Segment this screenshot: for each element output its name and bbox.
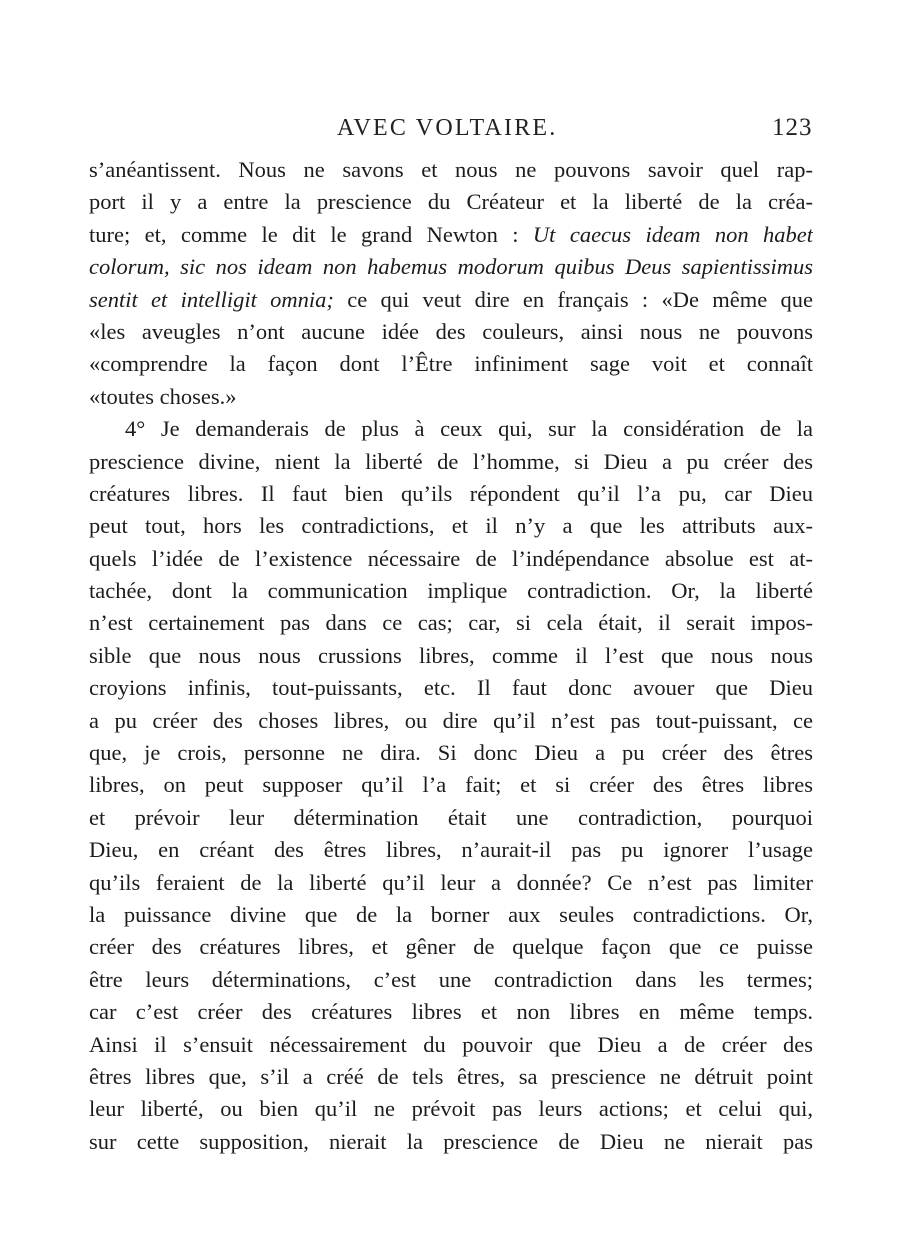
text-line: «toutes choses.» [89, 383, 237, 409]
text-line: prescience divine, nient la liberté de l’homme, si Dieu a pu créer des [89, 448, 813, 474]
text-line [89, 219, 813, 251]
running-title: AVEC VOLTAIRE. [337, 115, 558, 141]
text-line: qu’ils feraient de la liberté qu’il leur a donnée? Ce n’est pas limiter [89, 869, 813, 895]
text-line: que, je crois, personne ne dira. Si donc Dieu a pu créer des êtres [89, 740, 813, 766]
latin-quote: sentit et intelligit omnia; [89, 286, 334, 312]
text-run: ce qui veut dire en français : «De même que [347, 286, 813, 312]
text-line: et prévoir leur détermination était une contradiction, pourquoi [89, 804, 813, 830]
paragraph-start-line: 4° Je demanderais de plus à ceux qui, sur la considération de la [125, 416, 813, 442]
text-line: sible que nous nous crussions libres, comme il l’est que nous nous [89, 642, 813, 668]
running-head [0, 108, 900, 148]
text-line: s’anéantissent. Nous ne savons et nous ne pouvons savoir quel rap- [89, 157, 813, 182]
text-line: a pu créer des choses libres, ou dire qu’il n’est pas tout-puissant, ce [89, 707, 813, 733]
text-line: libres, on peut supposer qu’il l’a fait; et si créer des êtres libres [89, 772, 813, 798]
text-line: sur cette supposition, nierait la prescience de Dieu ne nierait pas [89, 1128, 813, 1154]
body-text [89, 154, 813, 1158]
text-line: croyions infinis, tout-puissants, etc. Il faut donc avouer que Dieu [89, 675, 813, 701]
text-line: peut tout, hors les contradictions, et il n’y a que les attributs aux- [89, 513, 813, 539]
text-line: tachée, dont la communication implique contradiction. Or, la liberté [89, 578, 813, 604]
text-line: créer des créatures libres, et gêner de quelque façon que ce puisse [89, 934, 813, 960]
text-line: être leurs déterminations, c’est une contradiction dans les termes; [89, 966, 813, 992]
text-line: «comprendre la façon dont l’Être infiniment sage voit et connaît [89, 351, 813, 377]
text-line: leur liberté, ou bien qu’il ne prévoit pas leurs actions; et celui qui, [89, 1096, 813, 1122]
text-line: la puissance divine que de la borner aux seules contradictions. Or, [89, 901, 813, 927]
text-line: Ainsi il s’ensuit nécessairement du pouvoir que Dieu a de créer des [89, 1031, 813, 1057]
text-line: «les aveugles n’ont aucune idée des couleurs, ainsi nous ne pouvons [89, 318, 813, 344]
text-line: créatures libres. Il faut bien qu’ils répondent qu’il l’a pu, car Dieu [89, 480, 813, 506]
text-line: Dieu, en créant des êtres libres, n’aurait-il pas pu ignorer l’usage [89, 837, 813, 863]
page-number: 123 [772, 114, 813, 141]
text-line [89, 284, 813, 316]
text-line: quels l’idée de l’existence nécessaire de l’indépendance absolue est at- [89, 545, 813, 571]
text-line: car c’est créer des créatures libres et non libres en même temps. [89, 999, 813, 1025]
text-run: ture; et, comme le dit le grand Newton : [89, 221, 519, 247]
latin-quote-line: colorum, sic nos ideam non habemus modorum quibus Deus sapientissimus [89, 254, 813, 280]
latin-quote: Ut caecus ideam non habet [532, 221, 813, 247]
text-line: port il y a entre la prescience du Créateur et la liberté de la créa- [89, 189, 813, 215]
text-line: êtres libres que, s’il a créé de tels êtres, sa prescience ne détruit point [89, 1063, 813, 1089]
text-line: n’est certainement pas dans ce cas; car, si cela était, il serait impos- [89, 610, 813, 636]
